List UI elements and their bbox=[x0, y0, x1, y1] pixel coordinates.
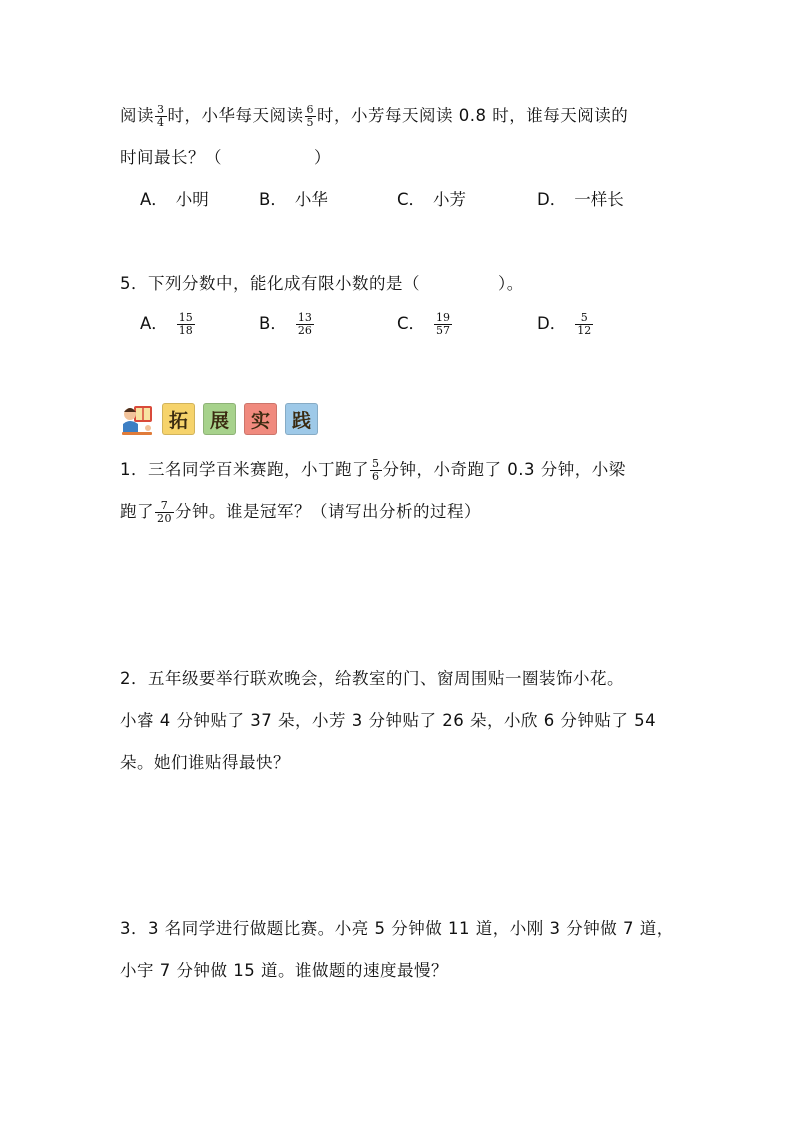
p1-line1: 1．三名同学百米赛跑，小丁跑了 $\frac{5}{6}$ 分钟，小奇跑了 0.3 分钟，小梁 bbox=[120, 457, 626, 483]
p1-line2: 跑了 $\frac{7}{20}$ 分钟。谁是冠军？（请写出分析的过程） bbox=[120, 499, 481, 525]
q4-stem-line1: 阅读 $\frac{3}{4}$ 时，小华每天阅读 $\frac{6}{5}$ 时，小芳每天阅读 0.8 时，谁每天阅读的 bbox=[120, 103, 629, 129]
fraction: $\frac{6}{5}$ bbox=[306, 103, 314, 129]
q5-option-c: C． $\frac{19}{57}$ bbox=[397, 311, 451, 337]
fraction: $\frac{15}{18}$ bbox=[178, 311, 193, 337]
fraction: $\frac{19}{57}$ bbox=[436, 311, 451, 337]
q5-option-d: D． $\frac{5}{12}$ bbox=[537, 311, 592, 337]
q5-stem: 5．下列分数中，能化成有限小数的是（ ）。 bbox=[120, 274, 524, 293]
q4-option-b: B． 小华 bbox=[259, 190, 328, 209]
fraction: $\frac{13}{26}$ bbox=[297, 311, 312, 337]
fraction: $\frac{7}{20}$ bbox=[157, 499, 172, 525]
p3-line1: 3．3 名同学进行做题比赛。小亮 5 分钟做 11 道，小刚 3 分钟做 7 道， bbox=[120, 919, 674, 938]
q5-option-b: B． $\frac{13}{26}$ bbox=[259, 311, 312, 337]
q4-stem-line2: 时间最长？（ ） bbox=[120, 148, 331, 167]
p2-line2: 小睿 4 分钟贴了 37 朵，小芳 3 分钟贴了 26 朵，小欣 6 分钟贴了 54 bbox=[120, 711, 657, 730]
section-tile: 拓 bbox=[162, 403, 195, 435]
q4-option-a: A． 小明 bbox=[140, 190, 209, 209]
fraction: $\frac{3}{4}$ bbox=[157, 103, 165, 129]
p2-line1: 2．五年级要举行联欢晚会，给教室的门、窗周围贴一圈装饰小花。 bbox=[120, 669, 624, 688]
fraction: $\frac{5}{12}$ bbox=[577, 311, 592, 337]
section-tile: 践 bbox=[285, 403, 318, 435]
reading-kid-icon bbox=[120, 400, 158, 438]
section-tile: 实 bbox=[244, 403, 277, 435]
p3-line2: 小宇 7 分钟做 15 道。谁做题的速度最慢？ bbox=[120, 961, 448, 980]
p2-line3: 朵。她们谁贴得最快？ bbox=[120, 753, 290, 772]
q4-option-d: D． 一样长 bbox=[537, 190, 624, 209]
q5-option-a: A． $\frac{15}{18}$ bbox=[140, 311, 193, 337]
section-header bbox=[120, 400, 326, 438]
section-tile: 展 bbox=[203, 403, 236, 435]
fraction: $\frac{5}{6}$ bbox=[372, 457, 380, 483]
q4-option-c: C． 小芳 bbox=[397, 190, 467, 209]
